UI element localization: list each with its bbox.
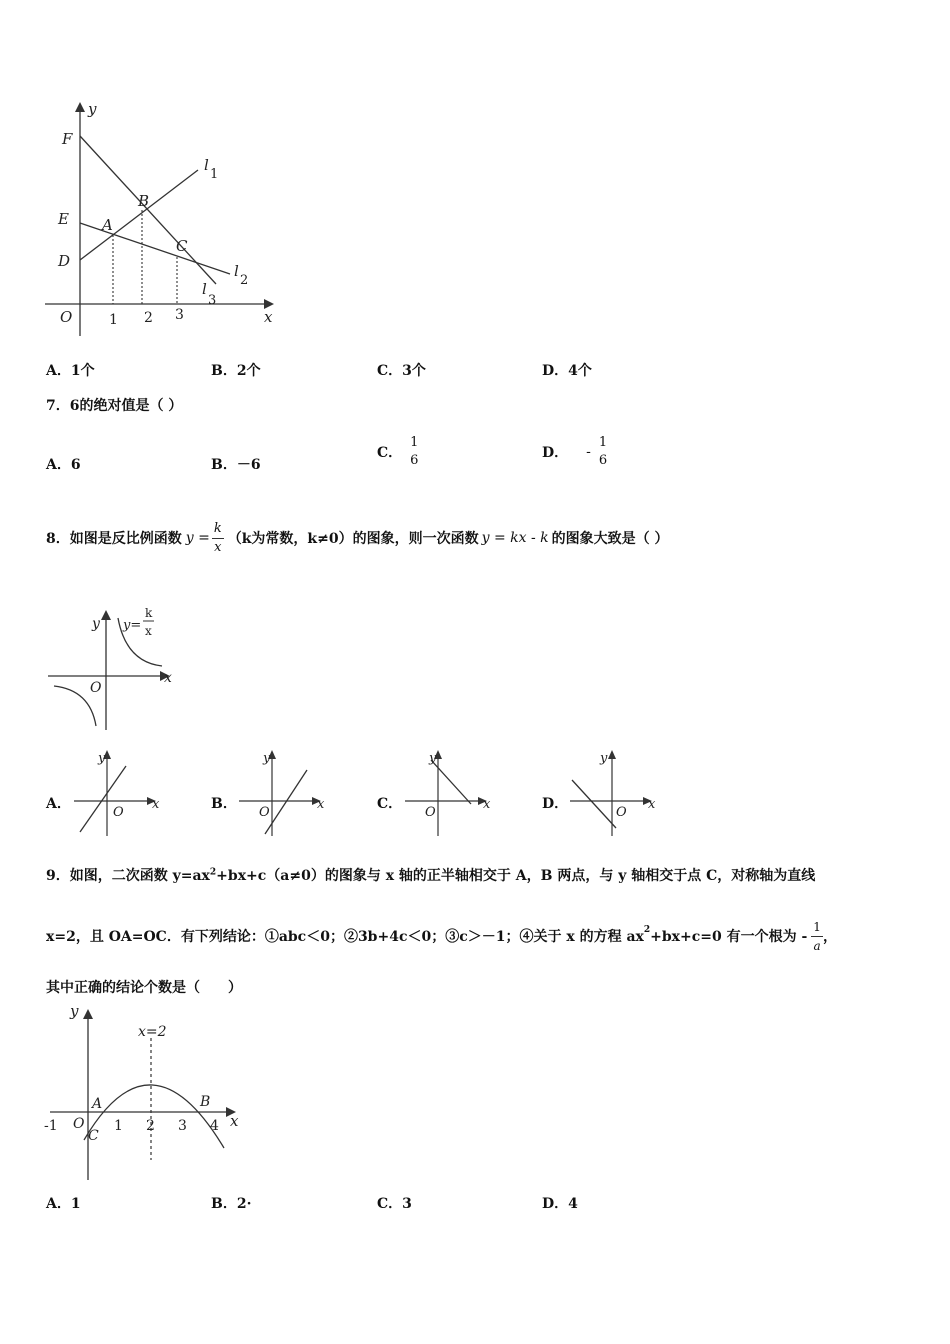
q6-label-f: F xyxy=(62,130,73,148)
q9-line-3: 其中正确的结论个数是（ ） xyxy=(46,980,242,996)
q9-fraction xyxy=(811,918,823,955)
q9-frac-num: 1 xyxy=(813,919,821,934)
q9-option-b[interactable]: B．2· xyxy=(211,1196,252,1212)
q6-tick-3: 3 xyxy=(175,307,184,323)
q8-label-o: O xyxy=(90,680,102,696)
q8c-line xyxy=(431,760,471,804)
q8a-label-o: O xyxy=(113,805,124,820)
q8c-label-x: x xyxy=(483,797,491,812)
q6-option-a[interactable]: A．1个 xyxy=(46,363,95,379)
q6-line-graph xyxy=(38,98,288,338)
q9-tick-m1: -1 xyxy=(44,1118,58,1134)
q8-fraction xyxy=(212,520,224,557)
q8-label-xden: x xyxy=(145,624,152,638)
q7-option-d-sign: - xyxy=(586,444,591,460)
q7-option-b[interactable]: B．－6 xyxy=(211,457,261,473)
q6-label-x: x xyxy=(264,308,273,326)
q8-option-c[interactable]: C． xyxy=(377,796,403,812)
q8-option-b-graph[interactable] xyxy=(237,746,329,840)
q8c-label-y: y xyxy=(429,751,437,766)
q9-label-c: C xyxy=(88,1128,99,1144)
q9-tick-1: 1 xyxy=(114,1118,123,1134)
q7-option-d-fraction xyxy=(597,434,609,470)
q8-option-c-graph[interactable] xyxy=(403,746,495,840)
q6-label-c: C xyxy=(176,237,188,255)
q6-label-e: E xyxy=(58,210,69,228)
q8-label-func: y= xyxy=(123,618,142,633)
q6-option-b[interactable]: B．2个 xyxy=(211,363,261,379)
q8d-line xyxy=(572,780,616,828)
q8b-label-o: O xyxy=(259,805,270,820)
q8b-label-y: y xyxy=(263,751,271,766)
q9-line-1 xyxy=(46,865,815,885)
q6-label-a: A xyxy=(102,216,113,234)
q9-parabola-graph xyxy=(40,1000,250,1185)
q8-label-y: y xyxy=(92,616,100,632)
q6-tick-1: 1 xyxy=(109,312,118,328)
q6-label-l1: l xyxy=(204,156,209,174)
q8-frac-num: k xyxy=(213,520,222,536)
q8-option-d[interactable]: D． xyxy=(542,796,569,812)
q6-y-arrow-icon xyxy=(75,102,85,112)
q8-frac-lhs: y = xyxy=(185,530,210,546)
q9-label-y: y xyxy=(70,1002,79,1020)
q6-label-l2: l xyxy=(234,262,239,280)
q6-label-l3: l xyxy=(202,280,207,298)
q8a-label-y: y xyxy=(98,751,106,766)
q8-hyperbola-graph xyxy=(46,604,181,734)
q8b-line xyxy=(265,770,307,834)
q9-label-x: x xyxy=(230,1112,239,1130)
q6-option-d[interactable]: D．4个 xyxy=(542,363,592,379)
q9-label-b: B xyxy=(200,1094,211,1110)
q9-tick-4: 4 xyxy=(210,1118,219,1134)
q7-option-c-prefix: C． xyxy=(377,445,403,461)
q8-frac-den: x xyxy=(212,538,224,557)
q9-label-a: A xyxy=(92,1096,103,1112)
q9-label-o: O xyxy=(73,1116,85,1132)
q8-label-x: x xyxy=(164,670,172,686)
q7-option-c-fraction xyxy=(408,434,420,470)
q8c-label-o: O xyxy=(425,805,436,820)
q9-option-c[interactable]: C．3 xyxy=(377,1196,412,1212)
q8a-line xyxy=(80,766,126,832)
q9-line-1a: 9．如图，二次函数 y=ax xyxy=(46,868,210,884)
q9-y-arrow-icon xyxy=(83,1009,93,1019)
q8-question-text xyxy=(46,514,669,562)
q7-option-d[interactable] xyxy=(542,432,609,472)
q7-option-c-num: 1 xyxy=(410,435,419,450)
q8d-label-x: x xyxy=(648,797,656,812)
q6-label-l1-sub: 1 xyxy=(210,167,219,182)
q9-line-2-end: ， xyxy=(822,929,837,945)
q7-option-d-prefix: D． xyxy=(542,445,569,461)
q9-line-2b: +bx+c=0 有一个根为 - xyxy=(650,929,808,945)
q8d-y-arrow-icon xyxy=(608,750,616,759)
q9-line-2-sup: 2 xyxy=(643,925,651,935)
q9-tick-3: 3 xyxy=(178,1118,187,1134)
q7-question-text: 7．6的绝对值是（ ） xyxy=(46,398,183,414)
q7-option-d-num: 1 xyxy=(598,435,608,450)
q7-option-d-den: 6 xyxy=(598,453,608,468)
q8d-label-o: O xyxy=(616,805,627,820)
q8-option-d-graph[interactable] xyxy=(568,746,660,840)
q8a-label-x: x xyxy=(152,797,160,812)
q8-middle: （k为常数，k≠0）的图象，则一次函数 xyxy=(227,531,479,547)
q6-label-l2-sub: 2 xyxy=(240,273,249,288)
q8-option-a-graph[interactable] xyxy=(72,746,164,840)
q9-option-a[interactable]: A．1 xyxy=(46,1196,81,1212)
q7-option-c-den: 6 xyxy=(410,453,419,468)
q9-line-2 xyxy=(46,914,837,958)
q9-tick-2: 2 xyxy=(146,1118,155,1134)
q8-suffix: 的图象大致是（ ） xyxy=(551,531,669,547)
q6-option-c[interactable]: C．3个 xyxy=(377,363,426,379)
q8-linear-function: y = kx - k xyxy=(481,530,549,546)
q6-line-l3 xyxy=(80,136,219,284)
q8b-label-x: x xyxy=(317,797,325,812)
q6-label-d: D xyxy=(58,252,71,270)
q6-tick-2: 2 xyxy=(144,310,153,326)
q6-label-o: O xyxy=(60,308,73,326)
q6-label-l3-sub: 3 xyxy=(208,293,217,308)
q6-label-y: y xyxy=(88,100,97,118)
q9-frac-den: a xyxy=(811,936,823,955)
q6-label-b: B xyxy=(138,192,150,210)
q7-option-a[interactable]: A．6 xyxy=(46,457,81,473)
q9-line-2a: x=2，且 OA=OC．有下列结论：①abc＜0；②3b+4c＜0；③c＞－1；④关于 x 的方程 ax xyxy=(46,929,644,945)
q8d-label-y: y xyxy=(600,751,608,766)
q7-option-c[interactable] xyxy=(377,432,420,472)
q9-line-1b: +bx+c（a≠0）的图象与 x 轴的正半轴相交于 A，B 两点，与 y 轴相交于点 C，对称轴为直线 xyxy=(216,868,816,884)
q9-line-1-sup: 2 xyxy=(209,867,217,878)
q8-y-arrow-icon xyxy=(101,610,111,620)
q9-option-d[interactable]: D．4 xyxy=(542,1196,578,1212)
q8-prefix: 8．如图是反比例函数 xyxy=(46,531,182,547)
q8-option-b[interactable]: B． xyxy=(211,796,237,812)
q9-label-axis: x=2 xyxy=(138,1024,167,1040)
q8-option-a[interactable]: A． xyxy=(46,796,71,812)
q8-label-k: k xyxy=(145,606,153,620)
